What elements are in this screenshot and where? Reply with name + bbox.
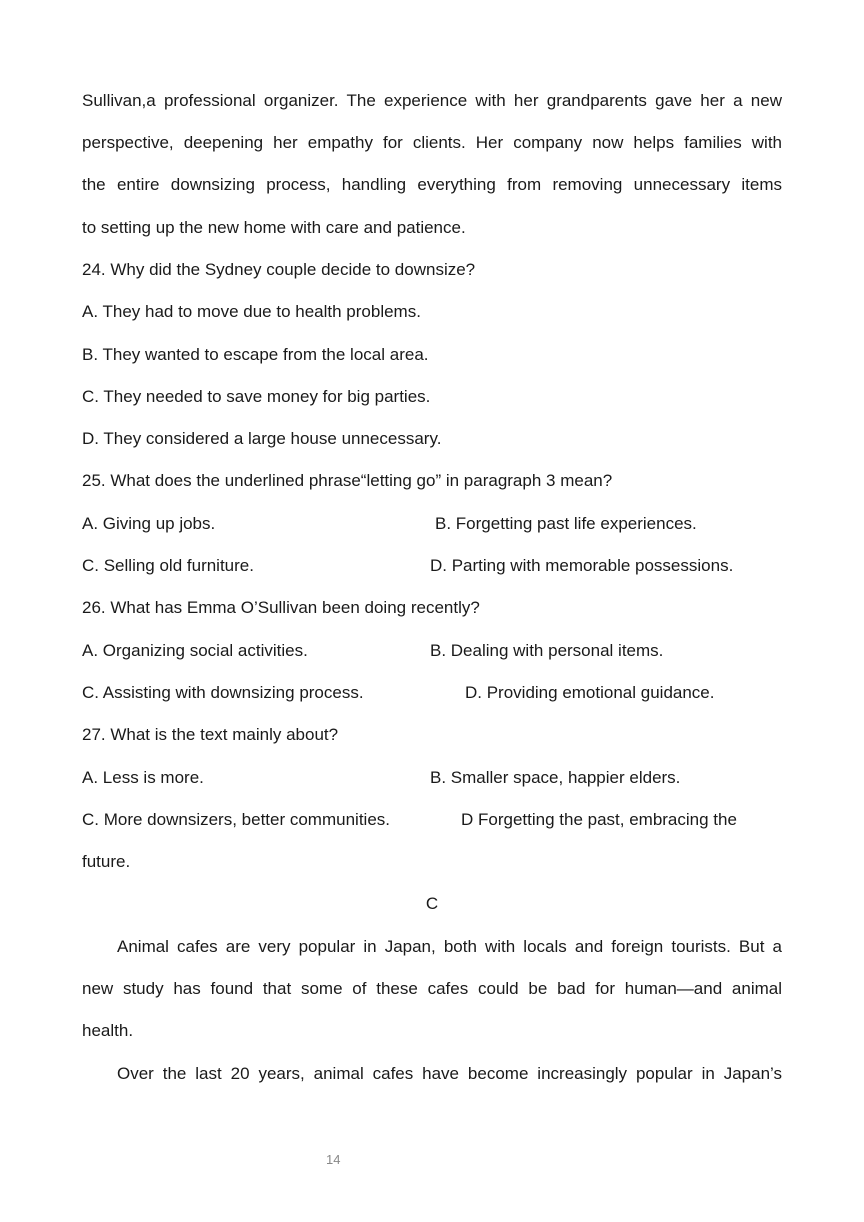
- q24-option-a: A. They had to move due to health problems.: [82, 302, 421, 321]
- q26-option-c: C. Assisting with downsizing process.: [82, 683, 364, 702]
- question-27: 27. What is the text mainly about?: [82, 725, 339, 744]
- question-25: 25. What does the underlined phrase“letting go” in paragraph 3 mean?: [82, 471, 613, 490]
- q25-option-d: D. Parting with memorable possessions.: [430, 556, 734, 575]
- passage-line: Sullivan,a professional organizer. The experience with her grandparents gave her a new: [82, 91, 782, 110]
- q27-option-a: A. Less is more.: [82, 768, 204, 787]
- q27-option-b: B. Smaller space, happier elders.: [430, 768, 681, 787]
- section-heading: C: [425, 894, 439, 913]
- q24-option-b: B. They wanted to escape from the local area.: [82, 345, 429, 364]
- q27-option-d: D Forgetting the past, embracing the: [461, 810, 737, 829]
- passage-c-line: new study has found that some of these cafes could be bad for human—and animal: [82, 979, 782, 998]
- q27-option-d-continued: future.: [82, 852, 131, 871]
- q25-option-c: C. Selling old furniture.: [82, 556, 254, 575]
- q25-option-b: B. Forgetting past life experiences.: [435, 514, 697, 533]
- passage-c-line: health.: [82, 1021, 134, 1040]
- passage-line: to setting up the new home with care and patience.: [82, 218, 466, 237]
- passage-c-line: Over the last 20 years, animal cafes have become increasingly popular in Japan’s: [117, 1064, 782, 1083]
- passage-line: perspective, deepening her empathy for clients. Her company now helps families with: [82, 133, 782, 152]
- q26-option-d: D. Providing emotional guidance.: [465, 683, 715, 702]
- q24-option-d: D. They considered a large house unnecessary.: [82, 429, 442, 448]
- passage-c-line: Animal cafes are very popular in Japan, both with locals and foreign tourists. But a: [117, 937, 782, 956]
- q27-option-c: C. More downsizers, better communities.: [82, 810, 390, 829]
- page-number: 14: [326, 1152, 341, 1167]
- question-24: 24. Why did the Sydney couple decide to downsize?: [82, 260, 476, 279]
- q24-option-c: C. They needed to save money for big parties.: [82, 387, 431, 406]
- q26-option-a: A. Organizing social activities.: [82, 641, 308, 660]
- q26-option-b: B. Dealing with personal items.: [430, 641, 664, 660]
- q25-option-a: A. Giving up jobs.: [82, 514, 216, 533]
- question-26: 26. What has Emma O’Sullivan been doing recently?: [82, 598, 480, 617]
- passage-line: the entire downsizing process, handling everything from removing unnecessary items: [82, 175, 782, 194]
